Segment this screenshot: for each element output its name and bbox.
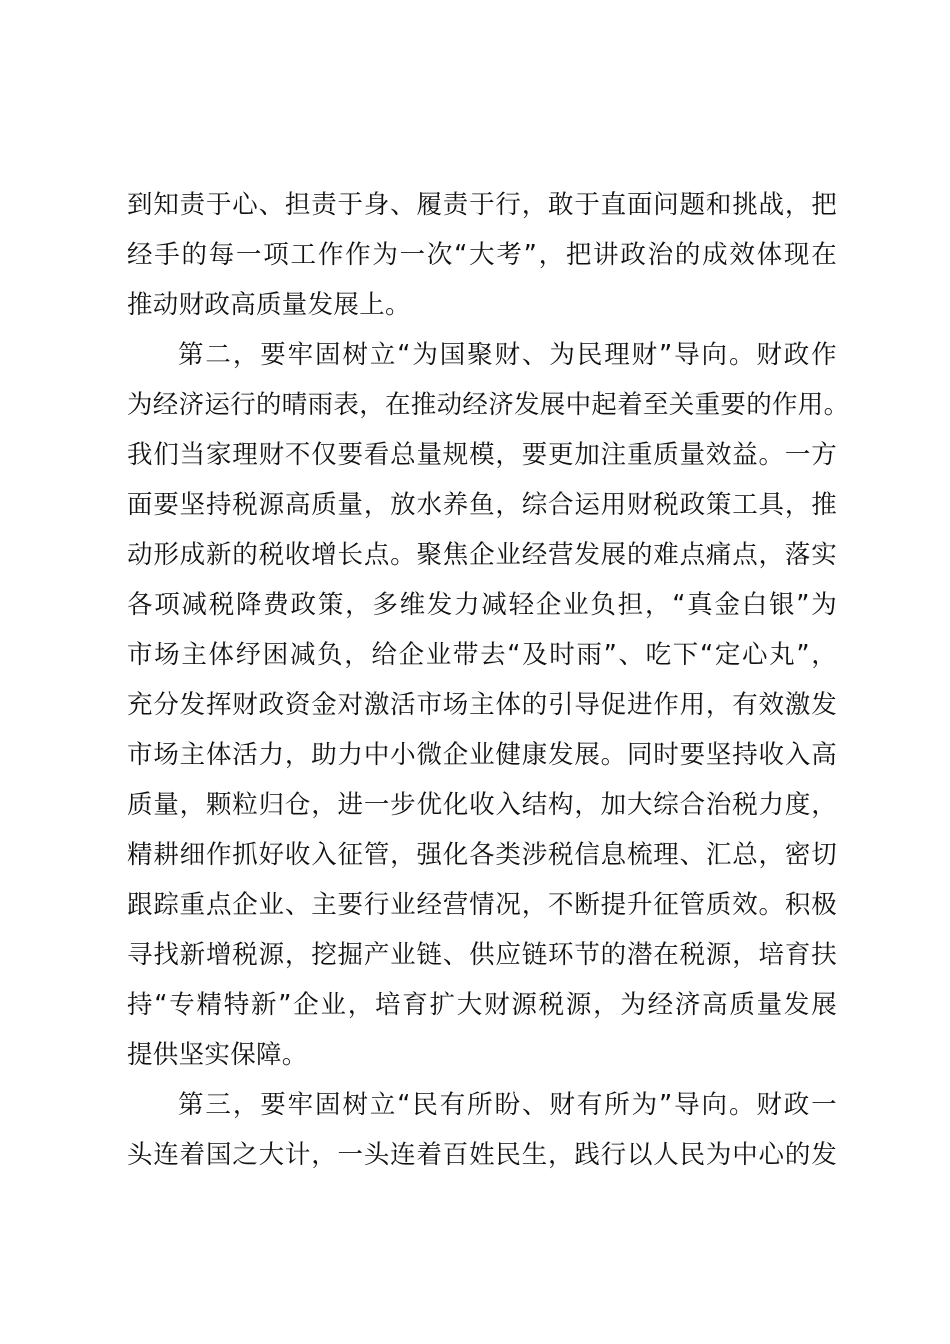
paragraph-line: 提供坚实保障。 xyxy=(127,1040,308,1070)
paragraph-line: 各项减税降费政策，多维发力减轻企业负担，“真金白银”为 xyxy=(127,590,837,620)
paragraph-line: 充分发挥财政资金对激活市场主体的引导促进作用，有效激发 xyxy=(127,690,837,720)
paragraph-line: 第三，要牢固树立“民有所盼、财有所为”导向。财政一 xyxy=(178,1090,837,1120)
paragraph-line: 我们当家理财不仅要看总量规模，要更加注重质量效益。一方 xyxy=(127,440,837,470)
paragraph-line: 质量，颗粒归仓，进一步优化收入结构，加大综合治税力度， xyxy=(127,790,837,820)
paragraph-line: 到知责于心、担责于身、履责于行，敢于直面问题和挑战，把 xyxy=(127,190,837,220)
paragraph-line: 精耕细作抓好收入征管，强化各类涉税信息梳理、汇总，密切 xyxy=(127,840,837,870)
paragraph-line: 市场主体纾困减负，给企业带去“及时雨”、吃下“定心丸”， xyxy=(127,640,837,670)
paragraph-line: 推动财政高质量发展上。 xyxy=(127,290,411,320)
paragraph-line: 持“专精特新”企业，培育扩大财源税源，为经济高质量发展 xyxy=(127,990,837,1020)
paragraph-line: 经手的每一项工作作为一次“大考”，把讲政治的成效体现在 xyxy=(127,240,837,270)
paragraph-line: 跟踪重点企业、主要行业经营情况，不断提升征管质效。积极 xyxy=(127,890,837,920)
paragraph-line: 为经济运行的晴雨表，在推动经济发展中起着至关重要的作用。 xyxy=(127,390,850,420)
paragraph-line: 市场主体活力，助力中小微企业健康发展。同时要坚持收入高 xyxy=(127,740,837,770)
paragraph-line: 动形成新的税收增长点。聚焦企业经营发展的难点痛点，落实 xyxy=(127,540,837,570)
paragraph-line: 头连着国之大计，一头连着百姓民生，践行以人民为中心的发 xyxy=(127,1140,837,1170)
paragraph-line: 寻找新增税源，挖掘产业链、供应链环节的潜在税源，培育扶 xyxy=(127,940,837,970)
paragraph-line: 面要坚持税源高质量，放水养鱼，综合运用财税政策工具，推 xyxy=(127,490,837,520)
document-body xyxy=(127,180,850,1180)
paragraph-line: 第二，要牢固树立“为国聚财、为民理财”导向。财政作 xyxy=(178,340,837,370)
